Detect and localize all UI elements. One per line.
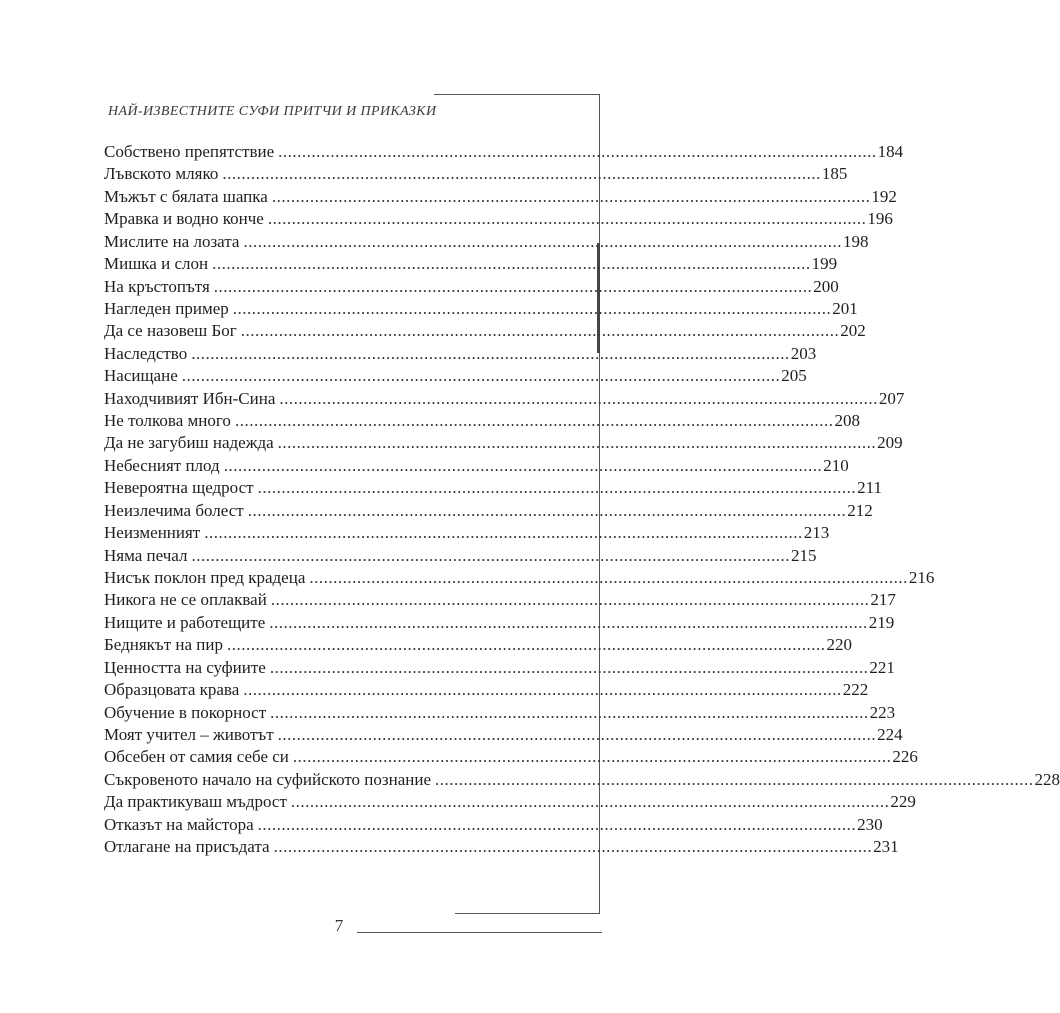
toc-entry-page: 230: [857, 814, 883, 834]
toc-entry-title: Неизменният: [104, 523, 201, 543]
toc-entry: [104, 769, 1060, 791]
toc-entry-page: 205: [781, 366, 807, 386]
toc-entry-page: 222: [842, 680, 869, 700]
toc-dot-leader: ..............................................................................................................................: [223, 455, 823, 475]
toc-entry: [104, 634, 852, 656]
toc-entry-title: Беднякът на пир: [104, 635, 223, 655]
toc-entry: [104, 388, 905, 410]
toc-entry-page: 210: [823, 455, 849, 475]
toc-dot-leader: ..............................................................................................................................: [277, 433, 877, 453]
toc-entry-title: Моят учител – животът: [104, 724, 274, 744]
toc-entry-page: 224: [877, 724, 903, 744]
toc-entry-title: На кръстопътя: [104, 276, 210, 296]
toc-dot-leader: ..............................................................................................................................: [269, 657, 869, 677]
toc-entry-page: 211: [857, 478, 882, 498]
toc-entry: [104, 208, 893, 230]
toc-entry-page: 213: [803, 523, 830, 543]
table-of-contents: [104, 141, 1060, 859]
toc-dot-leader: ..............................................................................................................................: [247, 500, 847, 520]
toc-entry-title: Съкровеното начало на суфийското познание: [104, 769, 432, 789]
toc-dot-leader: ..............................................................................................................................: [243, 680, 842, 700]
toc-dot-leader: ..............................................................................................................................: [234, 411, 834, 431]
toc-entry-title: Ценността на суфиите: [104, 657, 266, 677]
toc-dot-leader: ..............................................................................................................................: [240, 321, 840, 341]
toc-entry-title: Неизлечима болест: [104, 500, 244, 520]
toc-entry-title: Отказът на майстора: [104, 814, 254, 834]
toc-entry: [104, 298, 858, 320]
toc-entry: [104, 410, 860, 432]
toc-entry: [104, 320, 866, 342]
running-header: НАЙ-ИЗВЕСТНИТЕ СУФИ ПРИТЧИ И ПРИКАЗКИ: [108, 104, 437, 119]
toc-entry: [104, 231, 869, 253]
toc-entry-page: 202: [840, 321, 866, 341]
toc-entry-page: 198: [842, 231, 869, 251]
toc-entry-title: Няма печал: [104, 545, 188, 565]
toc-dot-leader: ..............................................................................................................................: [271, 186, 871, 206]
toc-entry: [104, 500, 873, 522]
toc-dot-leader: ..............................................................................................................................: [257, 478, 857, 498]
toc-entry-title: Обучение в покорност: [104, 702, 267, 722]
toc-entry: [104, 477, 882, 499]
toc-entry: [104, 679, 869, 701]
toc-entry-page: 216: [908, 568, 935, 588]
toc-entry: [104, 702, 896, 724]
toc-entry-title: Да не загубиш надежда: [104, 433, 274, 453]
toc-entry-page: 217: [870, 590, 896, 610]
toc-entry: [104, 814, 883, 836]
toc-entry-title: Обсебен от самия себе си: [104, 747, 289, 767]
toc-dot-leader: ..............................................................................................................................: [222, 164, 821, 184]
toc-entry: [104, 724, 903, 746]
toc-entry: [104, 141, 904, 163]
toc-entry-page: 192: [871, 186, 897, 206]
toc-entry: [104, 545, 817, 567]
toc-entry-page: 207: [878, 388, 905, 408]
toc-entry-title: Лъвското мляко: [104, 164, 219, 184]
toc-entry-page: 226: [892, 747, 918, 767]
toc-entry-page: 201: [832, 298, 858, 318]
toc-dot-leader: ..............................................................................................................................: [273, 837, 873, 857]
toc-entry-title: Собствено препятствие: [104, 142, 275, 161]
toc-entry-page: 200: [813, 276, 839, 296]
toc-entry-page: 203: [790, 343, 817, 363]
toc-entry-page: 215: [790, 545, 817, 565]
toc-entry: [104, 253, 838, 275]
bottom-frame-rule: [455, 913, 599, 914]
toc-dot-leader: ..............................................................................................................................: [243, 231, 842, 251]
toc-dot-leader: ..............................................................................................................................: [232, 298, 832, 318]
toc-entry-page: 219: [868, 612, 895, 632]
toc-entry-title: Невероятна щедрост: [104, 478, 254, 498]
toc-dot-leader: ..............................................................................................................................: [435, 769, 1034, 789]
toc-entry-page: 185: [821, 164, 848, 184]
toc-entry-page: 220: [826, 635, 852, 655]
toc-entry-title: Нагледен пример: [104, 298, 229, 318]
toc-entry: [104, 746, 918, 768]
toc-entry-title: Нищите и работещите: [104, 612, 266, 632]
toc-dot-leader: ..............................................................................................................................: [257, 814, 857, 834]
toc-entry-title: Мислите на лозата: [104, 231, 240, 251]
toc-entry-title: Отлагане на присъдата: [104, 837, 270, 857]
toc-entry: [104, 657, 895, 679]
toc-entry: [104, 276, 839, 298]
toc-dot-leader: ..............................................................................................................................: [191, 545, 790, 565]
toc-entry: [104, 186, 897, 208]
toc-entry: [104, 432, 903, 454]
toc-entry-page: 212: [847, 500, 873, 520]
toc-entry-page: 208: [834, 411, 860, 431]
toc-entry-title: Нисък поклон пред крадеца: [104, 568, 306, 588]
toc-entry-page: 231: [873, 837, 899, 857]
top-frame-rule: [434, 94, 599, 95]
toc-dot-leader: ..............................................................................................................................: [270, 702, 869, 722]
toc-dot-leader: ..............................................................................................................................: [309, 568, 908, 588]
toc-dot-leader: ..............................................................................................................................: [226, 635, 826, 655]
toc-entry-title: Небесният плод: [104, 455, 220, 475]
toc-entry-page: 228: [1034, 769, 1060, 789]
toc-dot-leader: ..............................................................................................................................: [290, 792, 890, 812]
toc-dot-leader: ..............................................................................................................................: [278, 142, 877, 161]
toc-entry-title: Мъжът с бялата шапка: [104, 186, 268, 206]
toc-dot-leader: ..............................................................................................................................: [204, 523, 803, 543]
toc-dot-leader: ..............................................................................................................................: [270, 590, 870, 610]
toc-entry: [104, 791, 916, 813]
toc-entry-page: 229: [890, 792, 916, 812]
toc-dot-leader: ..............................................................................................................................: [279, 388, 878, 408]
toc-entry-page: 221: [869, 657, 895, 677]
toc-dot-leader: ..............................................................................................................................: [212, 254, 811, 274]
toc-dot-leader: ..............................................................................................................................: [269, 612, 868, 632]
toc-entry-title: Никога не се оплаквай: [104, 590, 267, 610]
toc-dot-leader: ..............................................................................................................................: [292, 747, 892, 767]
toc-entry: [104, 589, 896, 611]
toc-entry-title: Мишка и слон: [104, 254, 209, 274]
toc-entry-title: Находчивият Ибн-Сина: [104, 388, 276, 408]
toc-entry: [104, 836, 899, 858]
toc-entry-page: 184: [877, 142, 904, 161]
page-number: 7: [334, 916, 344, 935]
toc-entry-title: Наследство: [104, 343, 188, 363]
toc-entry-page: 223: [869, 702, 896, 722]
toc-dot-leader: ..............................................................................................................................: [191, 343, 790, 363]
toc-entry-title: Мравка и водно конче: [104, 209, 264, 229]
toc-entry-page: 196: [867, 209, 893, 229]
toc-entry: [104, 163, 848, 185]
toc-entry-title: Не толкова много: [104, 411, 231, 431]
toc-entry: [104, 455, 849, 477]
toc-dot-leader: ..............................................................................................................................: [213, 276, 813, 296]
toc-entry-title: Да практикуваш мъдрост: [104, 792, 287, 812]
toc-entry-page: 209: [877, 433, 903, 453]
toc-dot-leader: ..............................................................................................................................: [181, 366, 781, 386]
toc-dot-leader: ..............................................................................................................................: [267, 209, 867, 229]
toc-entry-title: Насищане: [104, 366, 178, 386]
toc-entry: [104, 522, 830, 544]
toc-entry-page: 199: [811, 254, 838, 274]
toc-entry: [104, 612, 895, 634]
toc-dot-leader: ..............................................................................................................................: [277, 724, 877, 744]
toc-entry: [104, 365, 807, 387]
toc-entry-title: Да се назовеш Бог: [104, 321, 237, 341]
toc-entry-title: Образцовата крава: [104, 680, 240, 700]
footer-rule: [357, 932, 602, 933]
toc-entry: [104, 567, 935, 589]
toc-entry: [104, 343, 817, 365]
